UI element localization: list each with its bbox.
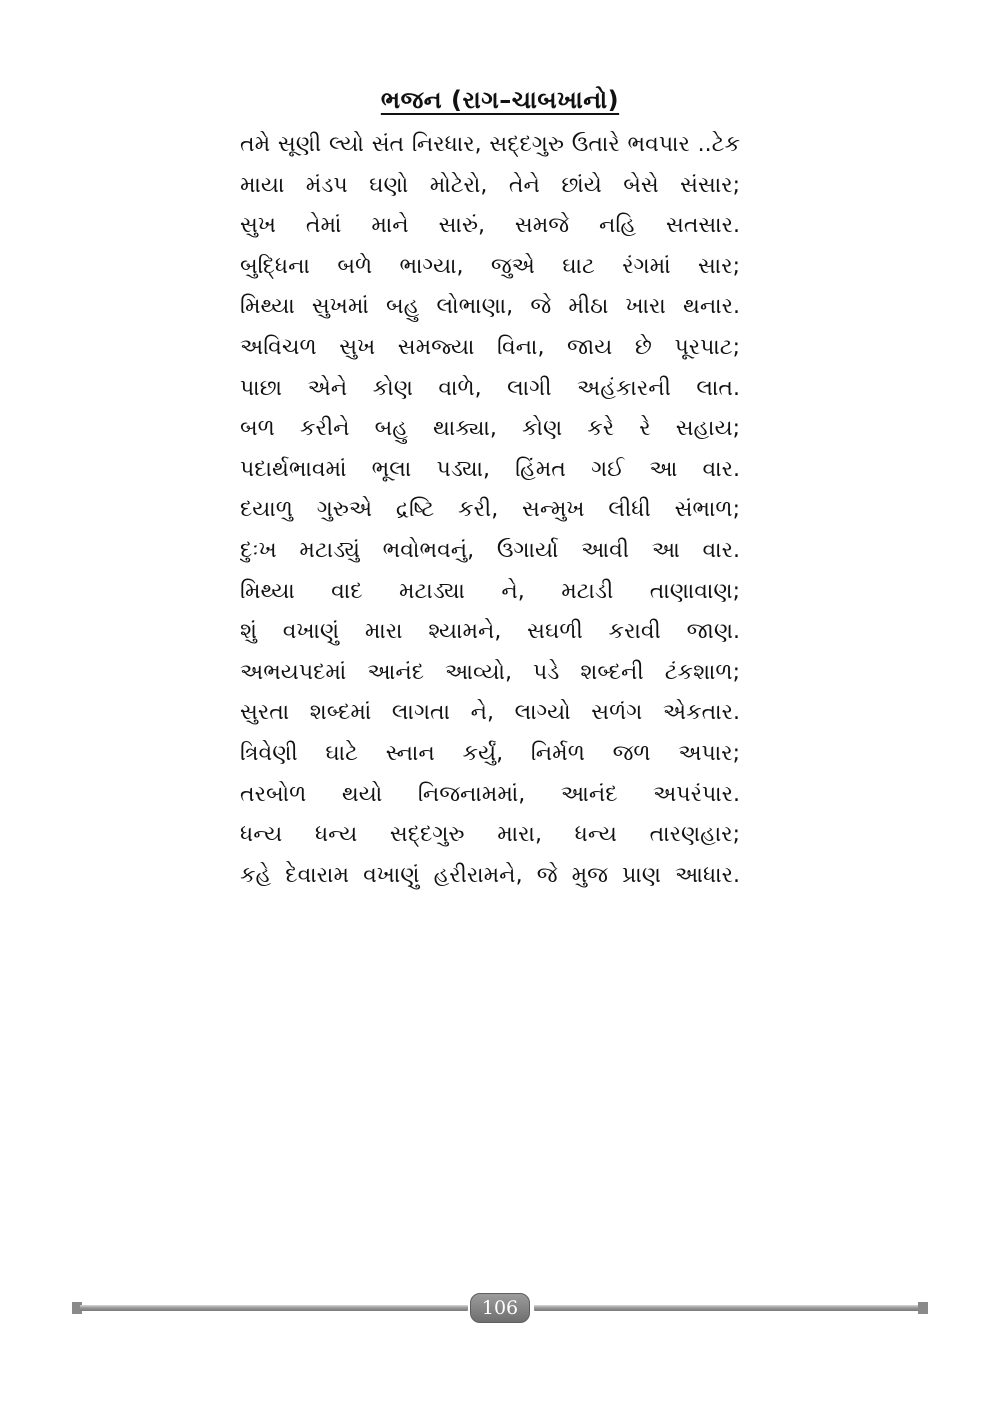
footer-rule-left [80, 1305, 468, 1311]
page-footer [72, 1293, 928, 1323]
verse-line-text: મિથ્યા સુખમાં બહુ લોભાણા, જે મીઠા ખારા થનાર. [240, 294, 740, 320]
verse-line [240, 287, 740, 328]
verse-line-text: મિથ્યા વાદ મટાડ્યા ને, મટાડી તાણાવાણ; [240, 578, 740, 604]
verse-line-text: પાછા એને કોણ વાળે, લાગી અહંકારની લાત. [240, 375, 740, 401]
verse-line [240, 815, 740, 856]
verse-line [240, 693, 740, 734]
verse-line-text: તરબોળ થયો નિજનામમાં, આનંદ અપરંપાર. [240, 781, 740, 807]
verse-line [240, 653, 740, 694]
verse-line-text: અવિચળ સુખ સમજ્યા વિના, જાય છે પૂરપાટ; [240, 334, 740, 360]
verse-line-text: ત્રિવેણી ઘાટે સ્નાન કર્યું, નિર્મળ જળ અપાર; [240, 740, 740, 766]
verse-line-text: તમે સૂણી લ્યો સંત નિરધાર, સદ્દગુરુ ઉતારે ભવપાર ..ટેક [240, 132, 740, 157]
verse-line [240, 572, 740, 613]
verse-line [240, 328, 740, 369]
verse-line-text: અભયપદમાં આનંદ આવ્યો, પડે શબ્દની ટંકશાળ; [240, 659, 740, 685]
verse-line [240, 206, 740, 247]
footer-rule-right [534, 1305, 920, 1311]
bhajan-title [0, 84, 1000, 116]
verse-line [240, 856, 740, 897]
verse-line-text: સુરતા શબ્દમાં લાગતા ને, લાગ્યો સળંગ એકતાર. [240, 700, 740, 726]
verse-line-text: ધન્ય ધન્ય સદ્દગુરુ મારા, ધન્ય તારણહાર; [240, 822, 740, 848]
verse-line-text: સુખ તેમાં માને સારું, સમજે નહિ સતસાર. [240, 213, 740, 239]
verse-line [240, 612, 740, 653]
verse-line [240, 247, 740, 288]
page-number: 106 [470, 1293, 530, 1323]
bhajan-verses [240, 125, 740, 896]
verse-line [240, 734, 740, 775]
verse-line [240, 166, 740, 207]
verse-line-text: દુઃખ મટાડ્યું ભવોભવનું, ઉગાર્યા આવી આ વાર. [240, 537, 740, 563]
bhajan-title-text: ભજન (રાગ–ચાબખાનો) [380, 86, 620, 114]
verse-line-text: શું વખાણું મારા શ્યામને, સઘળી કરાવી જાણ. [240, 619, 740, 645]
verse-line [240, 125, 740, 166]
verse-line-text: બુદ્ધિના બળે ભાગ્યા, જુએ ઘાટ રંગમાં સાર; [240, 253, 740, 279]
verse-line [240, 531, 740, 572]
footer-rule-right-cap [918, 1302, 928, 1314]
verse-line-text: બળ કરીને બહુ થાક્યા, કોણ કરે રે સહાય; [240, 416, 740, 442]
verse-line [240, 409, 740, 450]
verse-line-text: પદાર્થભાવમાં ભૂલા પડ્યા, હિંમત ગઈ આ વાર. [240, 456, 740, 482]
verse-line [240, 450, 740, 491]
verse-line [240, 775, 740, 816]
verse-line-text: કહે દેવારામ વખાણું હરીરામને, જે મુજ પ્રાણ આધાર. [240, 862, 740, 888]
verse-line [240, 490, 740, 531]
verse-line-text: દયાળુ ગુરુએ દ્રષ્ટિ કરી, સન્મુખ લીધી સંભાળ; [240, 497, 740, 523]
verse-line-text: માયા મંડપ ઘણો મોટેરો, તેને છાંયે બેસે સંસાર; [240, 172, 740, 198]
verse-line [240, 369, 740, 410]
